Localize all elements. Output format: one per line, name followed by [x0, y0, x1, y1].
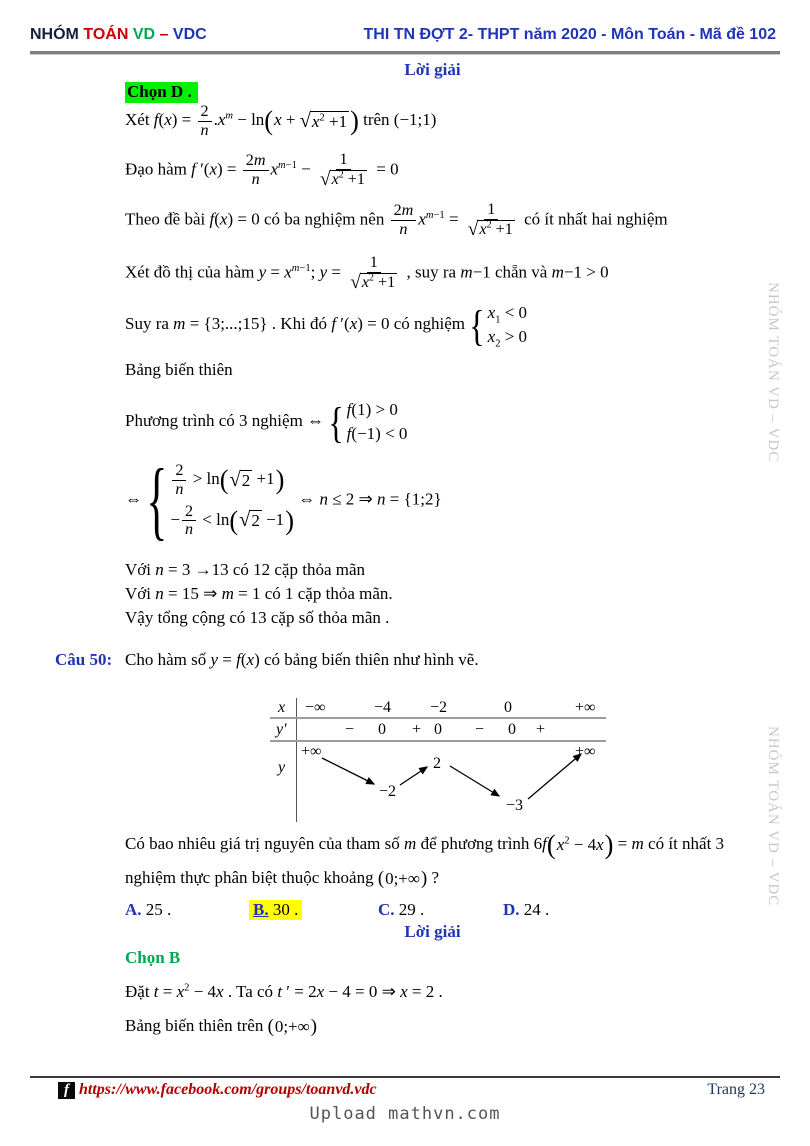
- table-y-value: +∞: [301, 743, 322, 760]
- table-sign: +: [536, 721, 546, 738]
- table-horizontal-line: [270, 717, 606, 719]
- table-sign: 0: [434, 721, 442, 738]
- answer-letter: A.: [125, 900, 142, 919]
- answer-value: 30 .: [272, 900, 299, 919]
- page-number: Trang 23: [707, 1081, 765, 1098]
- group-name-part: VD: [132, 26, 156, 43]
- answer-letter: C.: [378, 900, 395, 919]
- facebook-group-link[interactable]: https://www.facebook.com/groups/toanvd.vdc: [79, 1081, 377, 1098]
- formula-xetdothi: Xét đồ thị của hàm $y = x^{m-1}$; y = 1 √ $x^2 +1$ , suy ra m−1 chẵn và m−1 > 0: [125, 254, 609, 293]
- table-x-value: 0: [504, 699, 512, 716]
- table-sign: −: [345, 721, 355, 738]
- answer-value: 25 .: [145, 900, 172, 919]
- group-name-part: –: [159, 26, 169, 43]
- table-sign: 0: [508, 721, 516, 738]
- question-body-line2: nghiệm thực phân biệt thuộc khoảng ( 0;+∞ ) ?: [125, 867, 440, 889]
- question-intro: Cho hàm số y = f(x) có bảng biến thiên như hình vẽ.: [125, 650, 479, 669]
- watermark-text: NHÓM TOÁN VD – VDC: [765, 282, 781, 463]
- question-body-line1: Có bao nhiêu giá trị nguyên của tham số m để phương trình 6f ( $x^2 - 4x$ ) = m có ít nhất 3: [125, 829, 725, 860]
- table-x-value: −∞: [305, 699, 326, 716]
- table-y-value: 2: [433, 755, 441, 772]
- table-sign: 0: [378, 721, 386, 738]
- arrow-down-icon: [322, 758, 374, 784]
- group-name-part: NHÓM: [30, 26, 79, 43]
- answer-letter: D.: [503, 900, 520, 919]
- group-name-header: [30, 26, 207, 44]
- text-conclusion: Vậy tổng cộng có 13 cặp số thỏa mãn .: [125, 608, 390, 627]
- arrow-up-icon: [400, 767, 427, 785]
- answer-option-a[interactable]: [125, 900, 171, 920]
- table-y-value: +∞: [575, 743, 596, 760]
- formula-voi-n15: Với n = 15 ⇒ m = 1 có 1 cặp thỏa mãn.: [125, 584, 393, 603]
- answer-letter: B.: [253, 900, 269, 919]
- text-bang-bien-thien: Bảng biến thiên: [125, 360, 233, 379]
- chosen-answer-label: Chọn B: [125, 948, 181, 967]
- formula-suyra: Suy ra m = {3;...;15} . Khi đó f ′(x) = 0 có nghiệm { $x_1 < 0$ $x_2 > 0$: [125, 300, 528, 350]
- table-y-value: −3: [506, 797, 524, 814]
- answer-value: 24 .: [523, 900, 550, 919]
- arrow-down-icon: [450, 766, 499, 796]
- answer-value: 29 .: [398, 900, 425, 919]
- upload-credit: Upload mathvn.com: [309, 1104, 501, 1124]
- formula-tuongduong: ⇔ { $\frac{2}{n}$ > ln ( √ 2 +1 ) − $\frac{2}{n}$ < ln ( √ 2 −1 ) ⇔ n ≤ 2 ⇒ n = {1;2}: [125, 450, 442, 549]
- table-x-value: −4: [374, 699, 392, 716]
- chosen-answer-label: Chọn D .: [125, 82, 198, 103]
- question-number: Câu 50:: [55, 650, 113, 669]
- formula-pt3nghiem: Phương trình có 3 nghiệm ⇔ { f(1) > 0 f(−1) < 0: [125, 397, 408, 447]
- group-name-part: VDC: [172, 26, 207, 43]
- exam-title: THI TN ĐỢT 2- THPT năm 2020 - Môn Toán - Mã đề 102: [363, 26, 776, 43]
- table-x-label: x: [278, 699, 286, 716]
- formula-voi-n3: Với n = 3 →13 có 12 cặp thỏa mãn: [125, 560, 366, 579]
- group-name-part: TOÁN: [83, 26, 129, 43]
- answer-option-c[interactable]: [378, 900, 424, 920]
- loi-giai-heading: Lời giải: [404, 922, 461, 941]
- arrow-up-icon: [528, 754, 581, 799]
- formula-bbt-tren: Bảng biến thiên trên ( 0;+∞ ): [125, 1015, 317, 1037]
- loi-giai-heading: Lời giải: [404, 60, 461, 79]
- watermark-text: NHÓM TOÁN VD – VDC: [765, 726, 781, 907]
- answer-option-d[interactable]: [503, 900, 549, 920]
- formula-theodebai: Theo đề bài f(x) = 0 có ba nghiệm nên $\frac{2m}{n}$ $x^{m-1}$ = 1 √ $x^2 +1$ có ít nhất hai nghiệm: [125, 201, 668, 240]
- table-y-value: −2: [379, 783, 397, 800]
- variation-table: [270, 698, 610, 822]
- table-sign: +: [412, 721, 422, 738]
- header-rule: [30, 51, 780, 55]
- table-x-value: −2: [430, 699, 448, 716]
- table-yprime-label: y′: [276, 721, 287, 738]
- formula-xet: Xét f(x) = $\frac{2}{n}$ $.x^m - \ln$ ( x + √ $x^2 +1$ ) trên (−1;1): [125, 103, 437, 139]
- facebook-icon: f: [58, 1082, 75, 1099]
- table-x-value: +∞: [575, 699, 596, 716]
- formula-daoham: Đạo hàm f ′(x) = $\frac{2m}{n}$ $x^{m-1}$ − 1 √ $x^2 +1$ = 0: [125, 151, 399, 190]
- formula-dat-t: Đặt $t = x^2 - 4x$ . Ta có t ′ = 2x − 4 = 0 ⇒ x = 2 .: [125, 982, 443, 1001]
- table-sign: −: [475, 721, 485, 738]
- table-y-label: y: [278, 759, 286, 776]
- footer-rule: [30, 1076, 780, 1078]
- table-horizontal-line: [270, 740, 606, 742]
- answer-option-b-correct[interactable]: [249, 900, 302, 920]
